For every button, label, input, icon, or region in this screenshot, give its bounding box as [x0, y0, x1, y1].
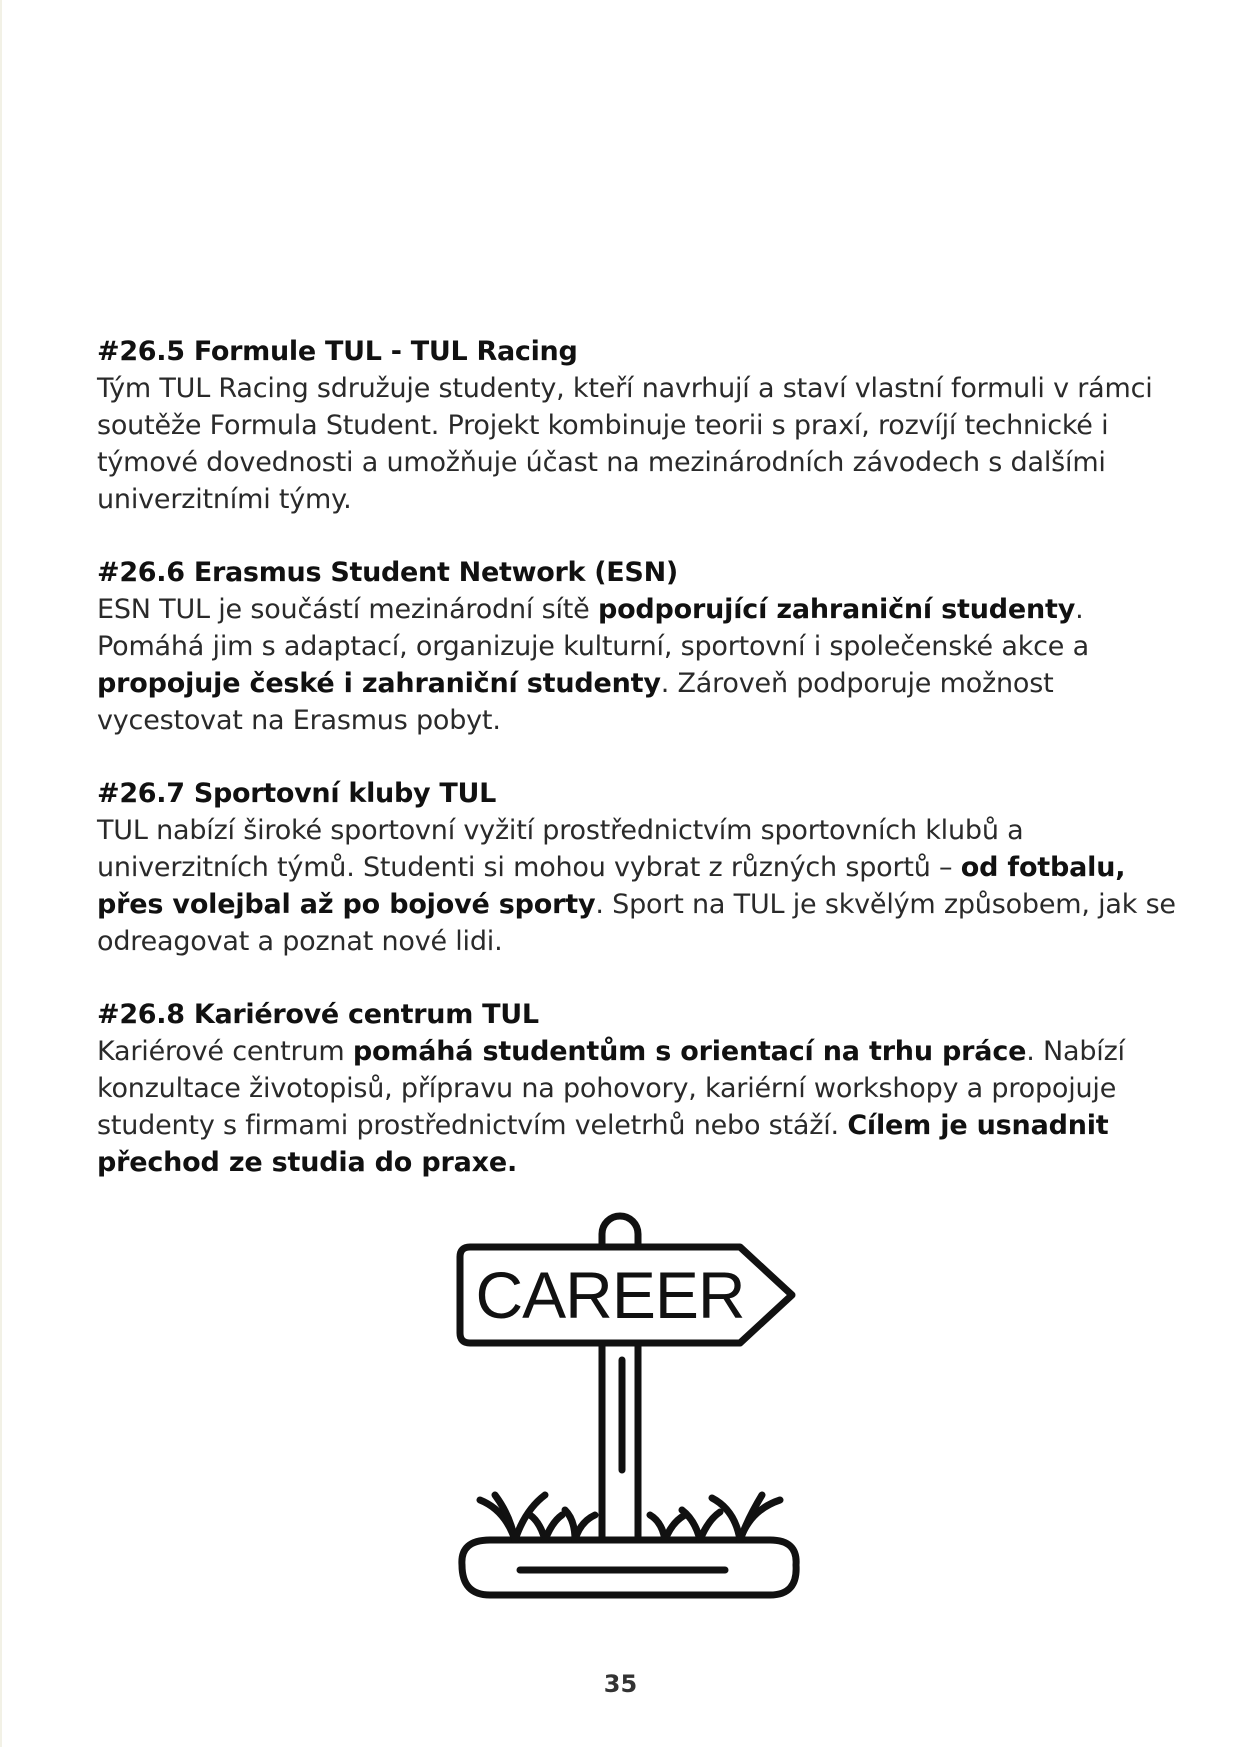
bold-text-run: pomáhá studentům s orientací na trhu práce [352, 1036, 1027, 1067]
section-body [97, 812, 1177, 960]
career-signpost-icon [450, 1210, 810, 1610]
section-heading: #26.6 Erasmus Student Network (ESN) [97, 557, 678, 588]
section-tul-racing [97, 334, 1177, 518]
text-run: . Nabízí konzultace životopisů, přípravu na pohovory, kariérní workshopy a propojuje studenty s firmami prostřednictvím veletrhů nebo stáží. [97, 1036, 1125, 1141]
section-career-center [97, 997, 1177, 1181]
section-body [97, 591, 1177, 739]
page-edge [0, 0, 2, 1747]
section-body [97, 1033, 1177, 1181]
text-run: . Sport na TUL je skvělým způsobem, jak se odreagovat a poznat nové lidi. [97, 889, 1176, 957]
section-esn [97, 555, 1177, 739]
text-run: TUL nabízí široké sportovní vyžití prostřednictvím sportovních klubů a univerzitních týmů. Studenti si mohou vybrat z různých sportů – [97, 815, 1024, 883]
bold-text-run: Cílem je usnadnit přechod ze studia do praxe. [97, 1110, 1109, 1178]
section-sport-clubs [97, 776, 1177, 960]
text-run: . Zároveň podporuje možnost vycestovat na Erasmus pobyt. [97, 668, 1054, 736]
text-run: Tým TUL Racing sdružuje studenty, kteří navrhují a staví vlastní formuli v rámci soutěže Formula Student. Projekt kombinuje teorii s praxí, rozvíjí technické i týmové dovednosti a umožňuje účast na mezinárodních závodech s dalšími univerzitními týmy. [97, 373, 1153, 515]
text-run: Kariérové centrum [97, 1036, 353, 1067]
bold-text-run: od fotbalu, přes volejbal až po bojové sporty [97, 852, 1126, 920]
section-body [97, 370, 1177, 518]
text-run: . Pomáhá jim s adaptací, organizuje kulturní, sportovní i společenské akce a [97, 594, 1089, 662]
text-run: ESN TUL je součástí mezinárodní sítě [97, 594, 598, 625]
bold-text-run: podporující zahraniční studenty [597, 594, 1076, 625]
section-heading: #26.5 Formule TUL - TUL Racing [97, 336, 578, 367]
section-heading: #26.7 Sportovní kluby TUL [97, 778, 497, 809]
bold-text-run: propojuje české i zahraniční studenty [97, 668, 661, 699]
page-number: 35 [603, 1670, 638, 1698]
section-heading: #26.8 Kariérové centrum TUL [97, 999, 539, 1030]
sign-text: CAREER [475, 1258, 745, 1332]
page-content [97, 334, 1177, 1218]
